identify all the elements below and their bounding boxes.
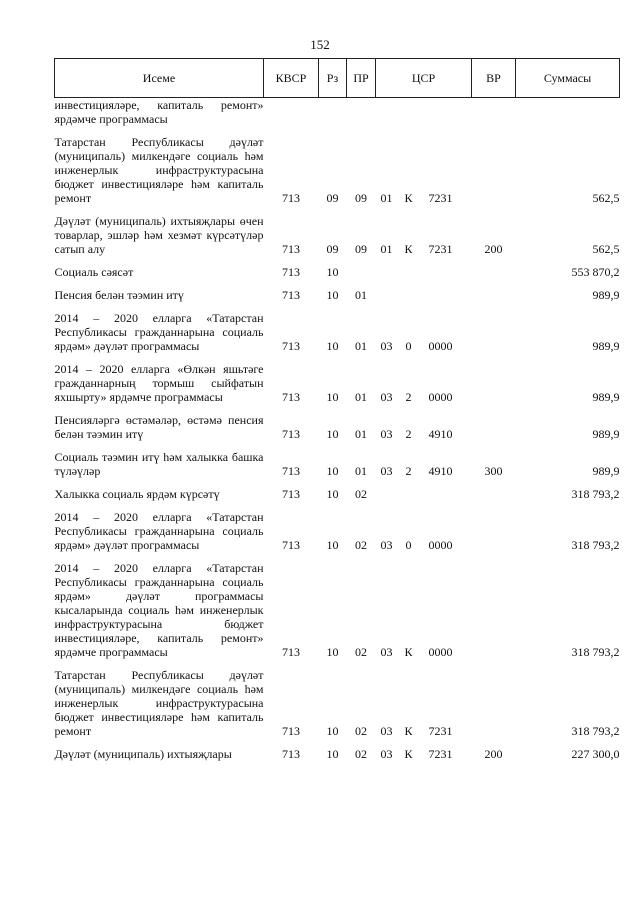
- row-vr: [472, 662, 516, 741]
- row-rz: 10: [326, 265, 339, 279]
- row-kvsr: 713: [282, 538, 300, 552]
- csr-part: 7231: [428, 191, 453, 205]
- table-row: [55, 208, 620, 259]
- row-name: Социаль тәэмин итү һәм халыкка башка түләүләр: [54, 450, 264, 478]
- table-row: [55, 504, 620, 555]
- row-vr: [472, 407, 516, 444]
- row-name: 2014 – 2020 елларга «Татарстан Республикасы гражданнарына социаль ярдәм» дәүләт программасы: [54, 311, 264, 353]
- row-csr: [376, 208, 472, 259]
- row-vr: [472, 98, 516, 130]
- row-pr: 09: [355, 191, 367, 205]
- csr-code: [376, 390, 472, 404]
- header-pr: ПР: [347, 59, 376, 98]
- row-csr: [376, 444, 472, 481]
- row-kvsr: 713: [282, 487, 300, 501]
- row-csr: [376, 662, 472, 741]
- row-name: 2014 – 2020 елларга «Өлкән яшьтәге гражданнарның тормыш сыйфатын яхшырту» ярдәмче программасы: [54, 362, 264, 404]
- row-rz: 10: [326, 487, 339, 501]
- row-sum: 318 793,2: [571, 645, 620, 659]
- row-sum: 989,9: [592, 288, 620, 302]
- row-sum: 318 793,2: [571, 487, 620, 501]
- row-vr: 200: [484, 242, 503, 256]
- row-sum: 989,9: [592, 464, 620, 478]
- csr-part: 03: [380, 538, 393, 552]
- row-csr: [376, 282, 472, 305]
- page-number: 152: [310, 37, 330, 52]
- table-row: [55, 444, 620, 481]
- header-kvsr: КВСР: [264, 59, 319, 98]
- row-name: Социаль сәясәт: [54, 265, 134, 279]
- row-csr: [376, 555, 472, 662]
- row-name: Татарстан Республикасы дәүләт (муниципаль) милкендәге социаль һәм инженерлык инфраструктурасына бюджет инвестицияләре һәм капиталь ремонт: [54, 135, 264, 205]
- csr-part: 7231: [428, 747, 453, 761]
- csr-part: 2: [405, 464, 412, 478]
- row-kvsr: 713: [282, 645, 300, 659]
- row-vr: [472, 129, 516, 208]
- table-row: [55, 129, 620, 208]
- csr-part: К: [404, 242, 413, 256]
- row-vr: [472, 504, 516, 555]
- table-row: [55, 356, 620, 407]
- csr-code: [376, 538, 472, 552]
- row-sum: 562,5: [592, 191, 620, 205]
- row-sum: 989,9: [592, 390, 620, 404]
- row-pr: 01: [355, 288, 367, 302]
- header-rz: Рз: [319, 59, 347, 98]
- row-vr: [472, 356, 516, 407]
- row-name: 2014 – 2020 елларга «Татарстан Республикасы гражданнарына социаль ярдәм» дәүләт программасы: [54, 510, 264, 552]
- row-name: Дәүләт (муниципаль) ихтыяҗлары: [54, 747, 232, 761]
- row-rz: 09: [326, 191, 339, 205]
- row-kvsr: 713: [282, 724, 300, 738]
- row-sum: 318 793,2: [571, 538, 620, 552]
- table-body: [55, 98, 620, 765]
- csr-part: 0: [405, 538, 412, 552]
- row-sum: 553 870,2: [571, 265, 620, 279]
- row-rz: 10: [326, 464, 339, 478]
- row-rz: 10: [326, 390, 339, 404]
- table-row: [55, 282, 620, 305]
- row-vr: [472, 282, 516, 305]
- row-pr: 02: [355, 645, 367, 659]
- row-vr: [472, 305, 516, 356]
- row-kvsr: 713: [282, 191, 300, 205]
- table-row: [55, 481, 620, 504]
- row-csr: [376, 481, 472, 504]
- csr-code: [376, 724, 472, 738]
- csr-part: К: [404, 724, 413, 738]
- csr-part: 7231: [428, 242, 453, 256]
- csr-code: [376, 339, 472, 353]
- table-row: [55, 741, 620, 764]
- csr-part: К: [404, 645, 413, 659]
- csr-part: 2: [405, 390, 412, 404]
- csr-part: 03: [380, 427, 393, 441]
- row-name: Пенсияләргә өстәмәләр, өстәмә пенсия белән тәэмин итү: [54, 413, 264, 441]
- csr-code: [376, 464, 472, 478]
- row-kvsr: 713: [282, 747, 300, 761]
- row-kvsr: 713: [282, 265, 300, 279]
- row-pr: 02: [355, 747, 367, 761]
- row-kvsr: 713: [282, 288, 300, 302]
- row-pr: 09: [355, 242, 367, 256]
- header-csr: ЦСР: [376, 59, 472, 98]
- row-csr: [376, 504, 472, 555]
- row-kvsr: 713: [282, 464, 300, 478]
- csr-part: 0000: [428, 339, 453, 353]
- header-vr: ВР: [472, 59, 516, 98]
- row-csr: [376, 407, 472, 444]
- csr-part: 01: [380, 242, 393, 256]
- csr-code: [376, 191, 472, 205]
- row-csr: [376, 305, 472, 356]
- row-kvsr: [264, 98, 319, 130]
- row-rz: 10: [326, 538, 339, 552]
- row-csr: [376, 259, 472, 282]
- row-pr: [347, 259, 376, 282]
- row-rz: 10: [326, 724, 339, 738]
- row-vr: [472, 555, 516, 662]
- csr-part: 03: [380, 645, 393, 659]
- csr-code: [376, 645, 472, 659]
- row-rz: 10: [326, 747, 339, 761]
- csr-part: 4910: [428, 464, 453, 478]
- row-sum: 318 793,2: [571, 724, 620, 738]
- row-csr: [376, 98, 472, 130]
- csr-part: 4910: [428, 427, 453, 441]
- row-sum: 562,5: [592, 242, 620, 256]
- table-row: [55, 407, 620, 444]
- row-rz: 09: [326, 242, 339, 256]
- csr-part: 03: [380, 390, 393, 404]
- row-kvsr: 713: [282, 427, 300, 441]
- csr-part: К: [404, 191, 413, 205]
- row-vr: 200: [484, 747, 503, 761]
- row-name: Халыкка социаль ярдәм күрсәтү: [54, 487, 220, 501]
- row-csr: [376, 129, 472, 208]
- table-row: [55, 305, 620, 356]
- row-name: Дәүләт (муниципаль) ихтыяҗлары өчен товарлар, эшләр һәм хезмәт күрсәтүләр сатып алу: [54, 214, 264, 256]
- row-pr: [347, 98, 376, 130]
- row-pr: 01: [355, 390, 367, 404]
- csr-part: 7231: [428, 724, 453, 738]
- row-rz: 10: [326, 427, 339, 441]
- row-pr: 02: [355, 487, 367, 501]
- table-row: [55, 555, 620, 662]
- csr-part: 03: [380, 464, 393, 478]
- table-header-row: [55, 59, 620, 98]
- csr-part: 01: [380, 191, 393, 205]
- csr-part: 0000: [428, 538, 453, 552]
- table-row: [55, 662, 620, 741]
- row-pr: 01: [355, 339, 367, 353]
- row-sum: 989,9: [592, 339, 620, 353]
- row-rz: 10: [326, 645, 339, 659]
- table-row: [55, 98, 620, 130]
- csr-part: 0000: [428, 390, 453, 404]
- row-sum: 989,9: [592, 427, 620, 441]
- csr-part: 03: [380, 339, 393, 353]
- row-name: Татарстан Республикасы дәүләт (муниципаль) милкендәге социаль һәм инженерлык инфраструктурасына бюджет инвестицияләре һәм капиталь ремонт: [54, 668, 264, 738]
- row-vr: 300: [484, 464, 503, 478]
- header-name: Исеме: [55, 59, 264, 98]
- csr-part: 2: [405, 427, 412, 441]
- row-rz: 10: [326, 288, 339, 302]
- row-pr: 01: [355, 464, 367, 478]
- row-vr: [472, 481, 516, 504]
- row-vr: [472, 259, 516, 282]
- row-name: инвестицияләре, капиталь ремонт» ярдәмче программасы: [54, 98, 264, 126]
- row-rz: [319, 98, 347, 130]
- csr-part: 0: [405, 339, 412, 353]
- header-sum: Суммасы: [516, 59, 620, 98]
- row-rz: 10: [326, 339, 339, 353]
- table-row: [55, 259, 620, 282]
- row-kvsr: 713: [282, 339, 300, 353]
- row-name: Пенсия белән тәэмин итү: [54, 288, 184, 302]
- csr-part: К: [404, 747, 413, 761]
- csr-part: 03: [380, 747, 393, 761]
- row-kvsr: 713: [282, 242, 300, 256]
- row-pr: 02: [355, 724, 367, 738]
- csr-code: [376, 747, 472, 761]
- csr-part: 0000: [428, 645, 453, 659]
- budget-table: [54, 58, 620, 764]
- row-csr: [376, 356, 472, 407]
- csr-code: [376, 242, 472, 256]
- row-sum: 227 300,0: [571, 747, 620, 761]
- csr-code: [376, 427, 472, 441]
- row-csr: [376, 741, 472, 764]
- row-kvsr: 713: [282, 390, 300, 404]
- row-sum: [516, 98, 620, 130]
- row-pr: 02: [355, 538, 367, 552]
- row-name: 2014 – 2020 елларга «Татарстан Республикасы гражданнарына социаль ярдәм» дәүләт программасы кысаларында социаль һәм инженерлык инфраструктурасына бюджет инвестицияләре, капиталь ремонт» ярдәмче программасы: [54, 561, 264, 659]
- csr-part: 03: [380, 724, 393, 738]
- row-pr: 01: [355, 427, 367, 441]
